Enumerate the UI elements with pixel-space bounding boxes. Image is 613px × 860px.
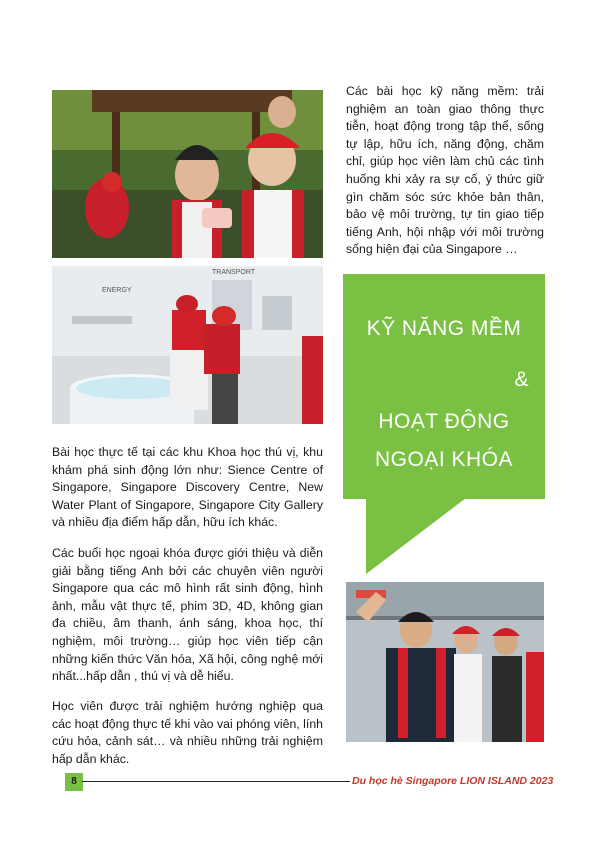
paragraph-science-centres: Bài học thực tế tại các khu Khoa học thú vị, khu khám phá sinh động lớn như: Sience Centre of Singapore, Singapore Discovery Centre, New Water Plant of Singapore, Singapore City Gallery và nhiều địa điểm hấp dẫn, hữu ích khác.	[52, 445, 323, 530]
exhibit-sign-transport: TRANSPORT	[212, 269, 256, 276]
photo-students-on-train	[346, 582, 544, 742]
footer-divider	[82, 781, 350, 782]
soft-skills-description: Các bài học kỹ năng mềm: trải nghiệm an toàn giao thông thực tiễn, hoạt động trong tập thể, sống tự lập, hữu ích, năng động, chăm chỉ, giúp học viên làm chủ các tình huống khi xảy ra sự cố, ý thức giữ gìn chăm sóc sức khỏe bản thân, bảo vệ môi trường, tự tin giao tiếp tiếng Anh, hội nhập với môi trường sống hiện đại của Singapore …	[346, 84, 544, 257]
heading-box-tail	[366, 498, 466, 574]
paragraph-extracurricular-lessons: Các buổi học ngoại khóa được giới thiệu và diễn giải bằng tiếng Anh bởi các chuyên viên người Singapore qua các mô hình rất sinh động, hình ảnh, mẫu vật thực tế, phim 3D, 4D, không gian đa chiều, âm thanh, ánh sáng, khoa học, thí nghiệm, môi trường… giúp học viên tiếp cận những kiến thức Văn hóa, Xã hội, công nghệ mới nhất...hấp dẫn , thú vị và dễ hiểu.	[52, 546, 323, 684]
exhibit-sign-energy: ENERGY	[102, 287, 132, 294]
section-heading-box	[343, 274, 545, 499]
heading-line-activities: HOẠT ĐỘNG	[378, 410, 510, 433]
photo-science-exhibit	[52, 266, 323, 424]
footer-title: Du học hè Singapore LION ISLAND 2023	[352, 775, 554, 787]
heading-line-ampersand: &	[514, 368, 529, 391]
heading-line-extracurricular: NGOẠI KHÓA	[374, 448, 514, 471]
page-number: 8	[65, 773, 83, 791]
heading-line-soft-skills: KỸ NĂNG MỀM	[366, 317, 522, 340]
paragraph-career-experience: Học viên được trải nghiệm hướng nghiệp qua các hoạt động thực tế khi vào vai phóng viên, lính cứu hỏa, cảnh sát… và nhiều những trải nghiệm hấp dẫn khác.	[52, 699, 323, 766]
photo-children-with-parrot	[52, 90, 323, 258]
